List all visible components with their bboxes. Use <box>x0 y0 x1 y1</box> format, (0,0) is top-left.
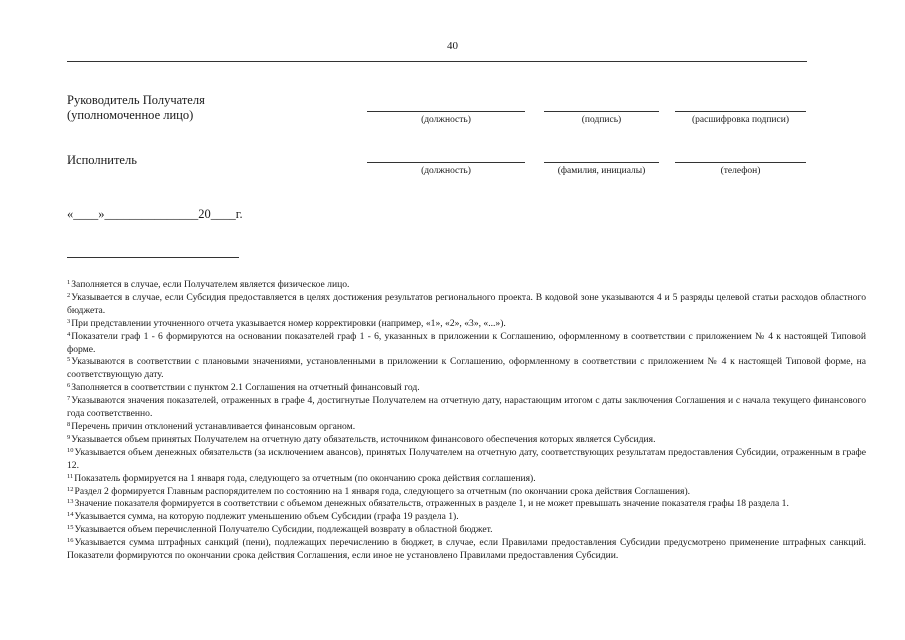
footnote-number: 8 <box>67 420 71 428</box>
footnote-text: Указывается сумма, на которую подлежит уменьшению объем Субсидии (графа 19 раздела 1). <box>74 511 459 523</box>
footnotes-list <box>67 279 866 563</box>
head-label-subtitle: (уполномоченное лицо) <box>67 108 194 122</box>
footnote-number: 10 <box>67 446 74 454</box>
footnote <box>67 511 866 524</box>
date-line: «____»_______________20____г. <box>67 207 243 221</box>
footnote-number: 4 <box>67 330 71 338</box>
executor-phone-field: (телефон) <box>675 162 806 176</box>
head-signature-field: (подпись) <box>544 111 659 125</box>
footnote-number: 6 <box>67 382 71 390</box>
footnote-text: Указывается объем принятых Получателем на отчетную дату обязательств, источником финансового обеспечения которых является Субсидия. <box>71 433 656 445</box>
footnote-number: 7 <box>67 395 71 403</box>
footnote-text: Указываются в соответствии с плановыми значениями, установленными в приложении к Соглашению, оформленному в соответствии с приложением № 4 к настоящей Типовой форме, на соответствующую дату. <box>67 356 866 381</box>
footnote-number: 12 <box>67 485 74 493</box>
footnote <box>67 498 866 511</box>
footnote-number: 1 <box>67 279 71 286</box>
footnote <box>67 524 866 537</box>
footnote <box>67 279 866 292</box>
footnote <box>67 473 866 486</box>
head-signature-decode-field: (расшифровка подписи) <box>675 111 806 125</box>
footnote <box>67 331 866 357</box>
footnote-text: Значение показателя формируется в соответствии с объемом денежных обязательств, отраженных в разделе 1, и не может превышать значение показателя графы 18 раздела 1. <box>74 498 789 510</box>
footnote-text: Указываются значения показателей, отраженных в графе 4, достигнутые Получателем на отчетную дату, нарастающим итогом с даты заключения Соглашения и с начала текущего финансового года соответственно. <box>67 395 866 420</box>
footnote-number: 2 <box>67 291 71 299</box>
footnote-number: 11 <box>67 472 74 480</box>
footnote-text: При представлении уточненного отчета указывается номер корректировки (например, «1», «2», «3», «...»). <box>71 317 506 329</box>
footnote <box>67 537 866 563</box>
footnote-text: Заполняется в случае, если Получателем является физическое лицо. <box>71 279 350 290</box>
header-divider <box>67 61 807 62</box>
footnote-text: Указывается сумма штрафных санкций (пени), подлежащих перечислению в бюджет, в случае, если Правилами предоставления Субсидии предусмотрено применение штрафных санкций. Показатели формируются по окончании срока действия Соглашения, если иное не установлено Правилами предоставления Субсидии. <box>67 537 866 562</box>
footnote-divider <box>67 257 239 258</box>
head-label <box>67 93 205 123</box>
footnote-text: Указывается в случае, если Субсидия предоставляется в целях достижения результатов регионального проекта. В кодовой зоне указываются 4 и 5 разряды целевой статьи расходов областного бюджета. <box>67 291 866 316</box>
footnote <box>67 318 866 331</box>
footnote <box>67 395 866 421</box>
footnote <box>67 421 866 434</box>
footnote-number: 3 <box>67 317 71 325</box>
executor-position-field: (должность) <box>367 162 525 176</box>
footnote-number: 5 <box>67 356 71 364</box>
executor-label: Исполнитель <box>67 153 137 167</box>
footnote-number: 14 <box>67 511 74 519</box>
footnote <box>67 434 866 447</box>
footnote <box>67 356 866 382</box>
footnote-text: Заполняется в соответствии с пунктом 2.1 Соглашения на отчетный финансовый год. <box>71 382 420 394</box>
footnote <box>67 382 866 395</box>
footnote <box>67 486 866 499</box>
head-label-title: Руководитель Получателя <box>67 93 205 107</box>
footnote-number: 15 <box>67 524 74 532</box>
footnote-number: 9 <box>67 433 71 441</box>
head-position-field: (должность) <box>367 111 525 125</box>
footnote-number: 16 <box>67 537 74 545</box>
footnote <box>67 447 866 473</box>
footnote-text: Показатели граф 1 - 6 формируются на основании показателей граф 1 - 6, указанных в приложении к Соглашению, оформленному в соответствии с приложением № 4 к настоящей Типовой форме. <box>67 330 866 355</box>
footnote-text: Раздел 2 формируется Главным распорядителем по состоянию на 1 января года, следующего за отчетным (по окончании срока действия Соглашения). <box>74 485 691 497</box>
footnote-text: Показатель формируется на 1 января года, следующего за отчетным (по окончанию срока действия соглашения). <box>74 472 536 484</box>
page-number: 40 <box>447 40 458 52</box>
footnote-text: Указывается объем денежных обязательств (за исключением авансов), принятых Получателем на отчетную дату, соответствующих результатам предоставления Субсидии, отраженным в графе 12. <box>67 446 866 471</box>
footnote-number: 13 <box>67 498 74 506</box>
footnote <box>67 292 866 318</box>
executor-name-field: (фамилия, инициалы) <box>544 162 659 176</box>
footnote-text: Указывается объем перечисленной Получателю Субсидии, подлежащей возврату в областной бюджет. <box>74 524 493 536</box>
footnote-text: Перечень причин отклонений устанавливается финансовым органом. <box>71 420 356 432</box>
